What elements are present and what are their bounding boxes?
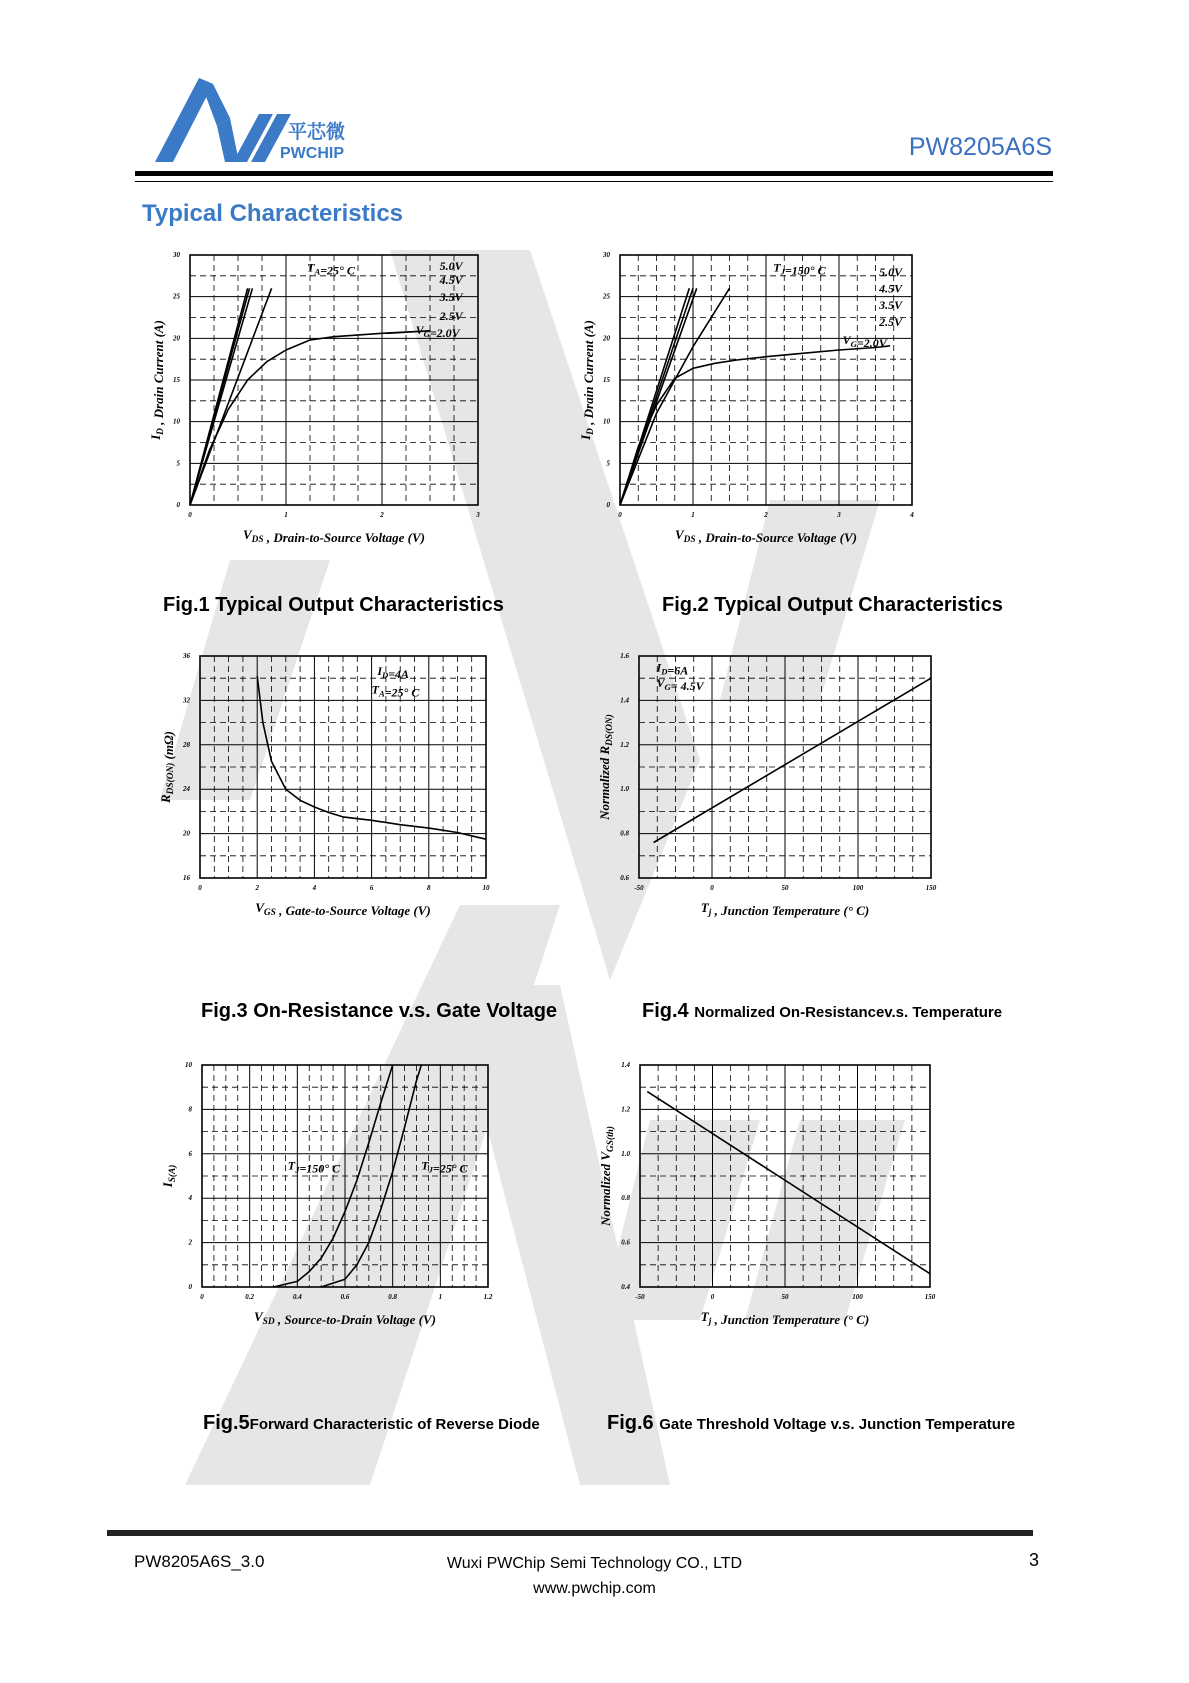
chart-annotation: 4.5V <box>879 281 903 296</box>
y-tick-label: 5 <box>606 459 610 468</box>
fig6-caption <box>607 1412 1015 1435</box>
y-tick-label: 1.2 <box>620 740 629 749</box>
x-tick-label: 0 <box>200 1293 204 1301</box>
fig6-caption-prefix: Fig.6 <box>607 1412 654 1434</box>
y-tick-label: 1.0 <box>621 1149 630 1158</box>
y-tick-label: 0.8 <box>620 829 629 838</box>
fig6-chart <box>598 1061 1015 1390</box>
y-tick-label: 0.6 <box>620 874 629 882</box>
x-tick-label: -50 <box>634 884 644 892</box>
x-tick-label: 6 <box>369 884 374 892</box>
chart-annotation: 3.5V <box>439 289 463 304</box>
chart-annotation: $T_J=150^\circ$ C <box>287 1158 341 1176</box>
x-tick-label: 1 <box>691 511 695 519</box>
x-tick-label: 4 <box>312 884 317 892</box>
x-tick-label: 0 <box>710 884 714 892</box>
y-tick-label: 0.6 <box>621 1238 630 1247</box>
x-axis-label: $T_j$ , Junction Temperature (° C) <box>700 900 870 918</box>
chart-annotation: $T_A=25^\circ$ C <box>307 260 355 278</box>
fig4-chart <box>597 652 1015 986</box>
x-tick-label: 2 <box>764 511 768 519</box>
y-tick-label: 30 <box>173 251 180 259</box>
series-line <box>190 288 252 505</box>
y-tick-label: 10 <box>173 417 180 426</box>
x-tick-label: 10 <box>482 884 490 892</box>
y-tick-label: 1.2 <box>621 1105 630 1114</box>
y-tick-label: 0 <box>188 1283 192 1291</box>
chart-annotation: 2.5V <box>879 314 903 329</box>
y-tick-label: 16 <box>183 874 190 882</box>
chart-annotation: $V_G= 4.5V$ <box>656 676 704 694</box>
x-tick-label: 0.6 <box>340 1293 350 1301</box>
x-tick-label: 1 <box>284 511 288 519</box>
y-tick-label: 1.4 <box>620 696 629 705</box>
y-tick-label: 24 <box>183 785 190 794</box>
x-tick-label: 50 <box>781 1293 789 1301</box>
company-name: Wuxi PWChip Semi Technology CO., LTD <box>446 1555 743 1572</box>
x-axis-label: $T_j$ , Junction Temperature (° C) <box>700 1309 870 1327</box>
y-tick-label: 5 <box>176 459 180 468</box>
y-tick-label: 0.4 <box>621 1283 630 1291</box>
y-axis-label: $R_{DS(ON)}$ (mΩ) <box>158 730 176 804</box>
y-tick-label: 0.8 <box>621 1194 630 1203</box>
y-tick-label: 1.4 <box>621 1061 630 1069</box>
y-tick-label: 10 <box>185 1061 192 1069</box>
x-tick-label: 0 <box>198 884 202 892</box>
y-tick-label: 30 <box>603 251 610 259</box>
logo-english-name: PWCHIP <box>280 145 344 162</box>
x-tick-label: 150 <box>924 1293 936 1301</box>
y-tick-label: 4 <box>188 1194 192 1203</box>
x-tick-label: 1 <box>438 1293 443 1301</box>
x-tick-label: 0.2 <box>245 1293 255 1301</box>
chart-annotation: 5.0V <box>439 259 463 273</box>
x-tick-label: 0 <box>188 511 192 519</box>
section-title: Typical Characteristics <box>142 200 404 227</box>
fig6-caption-text: Gate Threshold Voltage v.s. Junction Temperature <box>659 1416 1016 1433</box>
chart-annotation: 2.5V <box>439 309 463 323</box>
x-tick-label: 100 <box>852 1293 863 1301</box>
x-axis-label: $V_{DS}$ , Drain-to-Source Voltage (V) <box>674 527 858 545</box>
fig3-caption: Fig.3 On-Resistance v.s. Gate Voltage <box>201 1000 558 1022</box>
y-axis-label: $I_D$ , Drain Current (A) <box>148 320 166 440</box>
x-tick-label: 2 <box>255 884 259 892</box>
x-axis-label: $V_{GS}$ , Gate-to-Source Voltage (V) <box>255 900 431 918</box>
header-rule <box>135 171 1053 176</box>
x-tick-label: 2 <box>380 511 384 519</box>
fig5-caption-text: Forward Characteristic of Reverse Diode <box>249 1416 540 1433</box>
chart-annotation: $I_D=6A$ <box>656 660 689 678</box>
x-axis-label: $V_{DS}$ , Drain-to-Source Voltage (V) <box>242 527 426 545</box>
y-tick-label: 32 <box>183 696 190 705</box>
header-rule-thin <box>135 181 1053 182</box>
series-line <box>647 1092 930 1274</box>
x-tick-label: 150 <box>925 884 937 892</box>
y-tick-label: 20 <box>603 334 610 343</box>
x-tick-label: 0 <box>618 511 622 519</box>
y-axis-label: Normalized $R_{DS(ON)}$ <box>597 714 615 820</box>
x-tick-label: 3 <box>476 511 480 519</box>
page-number: 3 <box>1028 1550 1039 1570</box>
fig5-caption-prefix: Fig.5 <box>203 1412 250 1434</box>
y-tick-label: 6 <box>188 1149 192 1158</box>
x-tick-label: 0.4 <box>292 1293 302 1301</box>
y-tick-label: 1.0 <box>620 785 629 794</box>
y-tick-label: 1.6 <box>620 652 629 660</box>
y-tick-label: 8 <box>188 1105 192 1114</box>
y-tick-label: 0 <box>606 501 610 509</box>
y-tick-label: 20 <box>183 829 190 838</box>
y-tick-label: 15 <box>603 376 610 384</box>
y-tick-label: 36 <box>183 652 190 660</box>
chart-annotation: 5.0V <box>879 264 903 279</box>
fig4-caption-prefix: Fig.4 <box>642 1000 689 1022</box>
y-tick-label: 20 <box>173 334 180 343</box>
y-tick-label: 10 <box>603 417 610 426</box>
y-tick-label: 15 <box>173 376 180 384</box>
chart-annotation: $V_G=2.0V$ <box>415 323 460 341</box>
x-tick-label: 8 <box>427 884 431 892</box>
x-tick-label: 100 <box>852 884 864 892</box>
website-link[interactable]: www.pwchip.com <box>533 1580 656 1597</box>
fig5-caption <box>203 1412 540 1435</box>
footer-rule <box>107 1530 1033 1536</box>
fig3-chart <box>158 652 550 986</box>
y-axis-label: Normalized $V_{GS(th)}$ <box>598 1125 616 1227</box>
x-tick-label: 1.2 <box>483 1293 493 1301</box>
fig2-chart <box>578 251 1025 585</box>
x-tick-label: 50 <box>781 884 789 892</box>
x-tick-label: 4 <box>910 511 914 519</box>
y-tick-label: 2 <box>188 1238 192 1247</box>
x-tick-label: 0 <box>710 1293 715 1301</box>
logo-chinese-name: 平芯微 <box>288 122 346 143</box>
chart-annotation: 3.5V <box>879 298 903 313</box>
series-line <box>620 288 697 505</box>
y-tick-label: 0 <box>176 501 180 509</box>
y-tick-label: 25 <box>173 292 180 301</box>
chart-annotation: $V_G=2.0V$ <box>842 333 887 351</box>
fig1-chart <box>140 251 540 585</box>
y-axis-label: $I_{S(A)}$ <box>160 1164 178 1188</box>
fig4-caption-text: Normalized On-Resistancev.s. Temperature <box>694 1004 1003 1021</box>
series-line <box>654 678 931 842</box>
x-tick-label: 0.8 <box>388 1293 398 1301</box>
document-id: PW8205A6S_3.0 <box>134 1552 265 1571</box>
chart-annotation: $T_J=25^\circ$ C <box>421 1158 468 1176</box>
chart-annotation: $T_J=150^\circ$ C <box>773 260 826 278</box>
part-number: PW8205A6S <box>908 133 1052 161</box>
x-tick-label: 3 <box>837 511 841 519</box>
fig5-chart <box>160 1061 548 1390</box>
fig2-caption: Fig.2 Typical Output Characteristics <box>662 594 1003 616</box>
y-tick-label: 28 <box>183 740 190 749</box>
chart-annotation: 4.5V <box>439 273 463 288</box>
fig4-caption <box>642 1000 1002 1023</box>
y-tick-label: 25 <box>603 292 610 301</box>
fig1-caption: Fig.1 Typical Output Characteristics <box>163 594 504 616</box>
x-tick-label: -50 <box>635 1293 645 1301</box>
chart-annotation: $I_D=4A$ <box>377 663 410 681</box>
x-axis-label: $V_{SD}$ , Source-to-Drain Voltage (V) <box>253 1309 437 1327</box>
chart-annotation: $T_A=25^\circ$ C <box>371 682 420 700</box>
series-line <box>620 346 890 505</box>
y-axis-label: $I_D$ , Drain Current (A) <box>578 320 596 440</box>
